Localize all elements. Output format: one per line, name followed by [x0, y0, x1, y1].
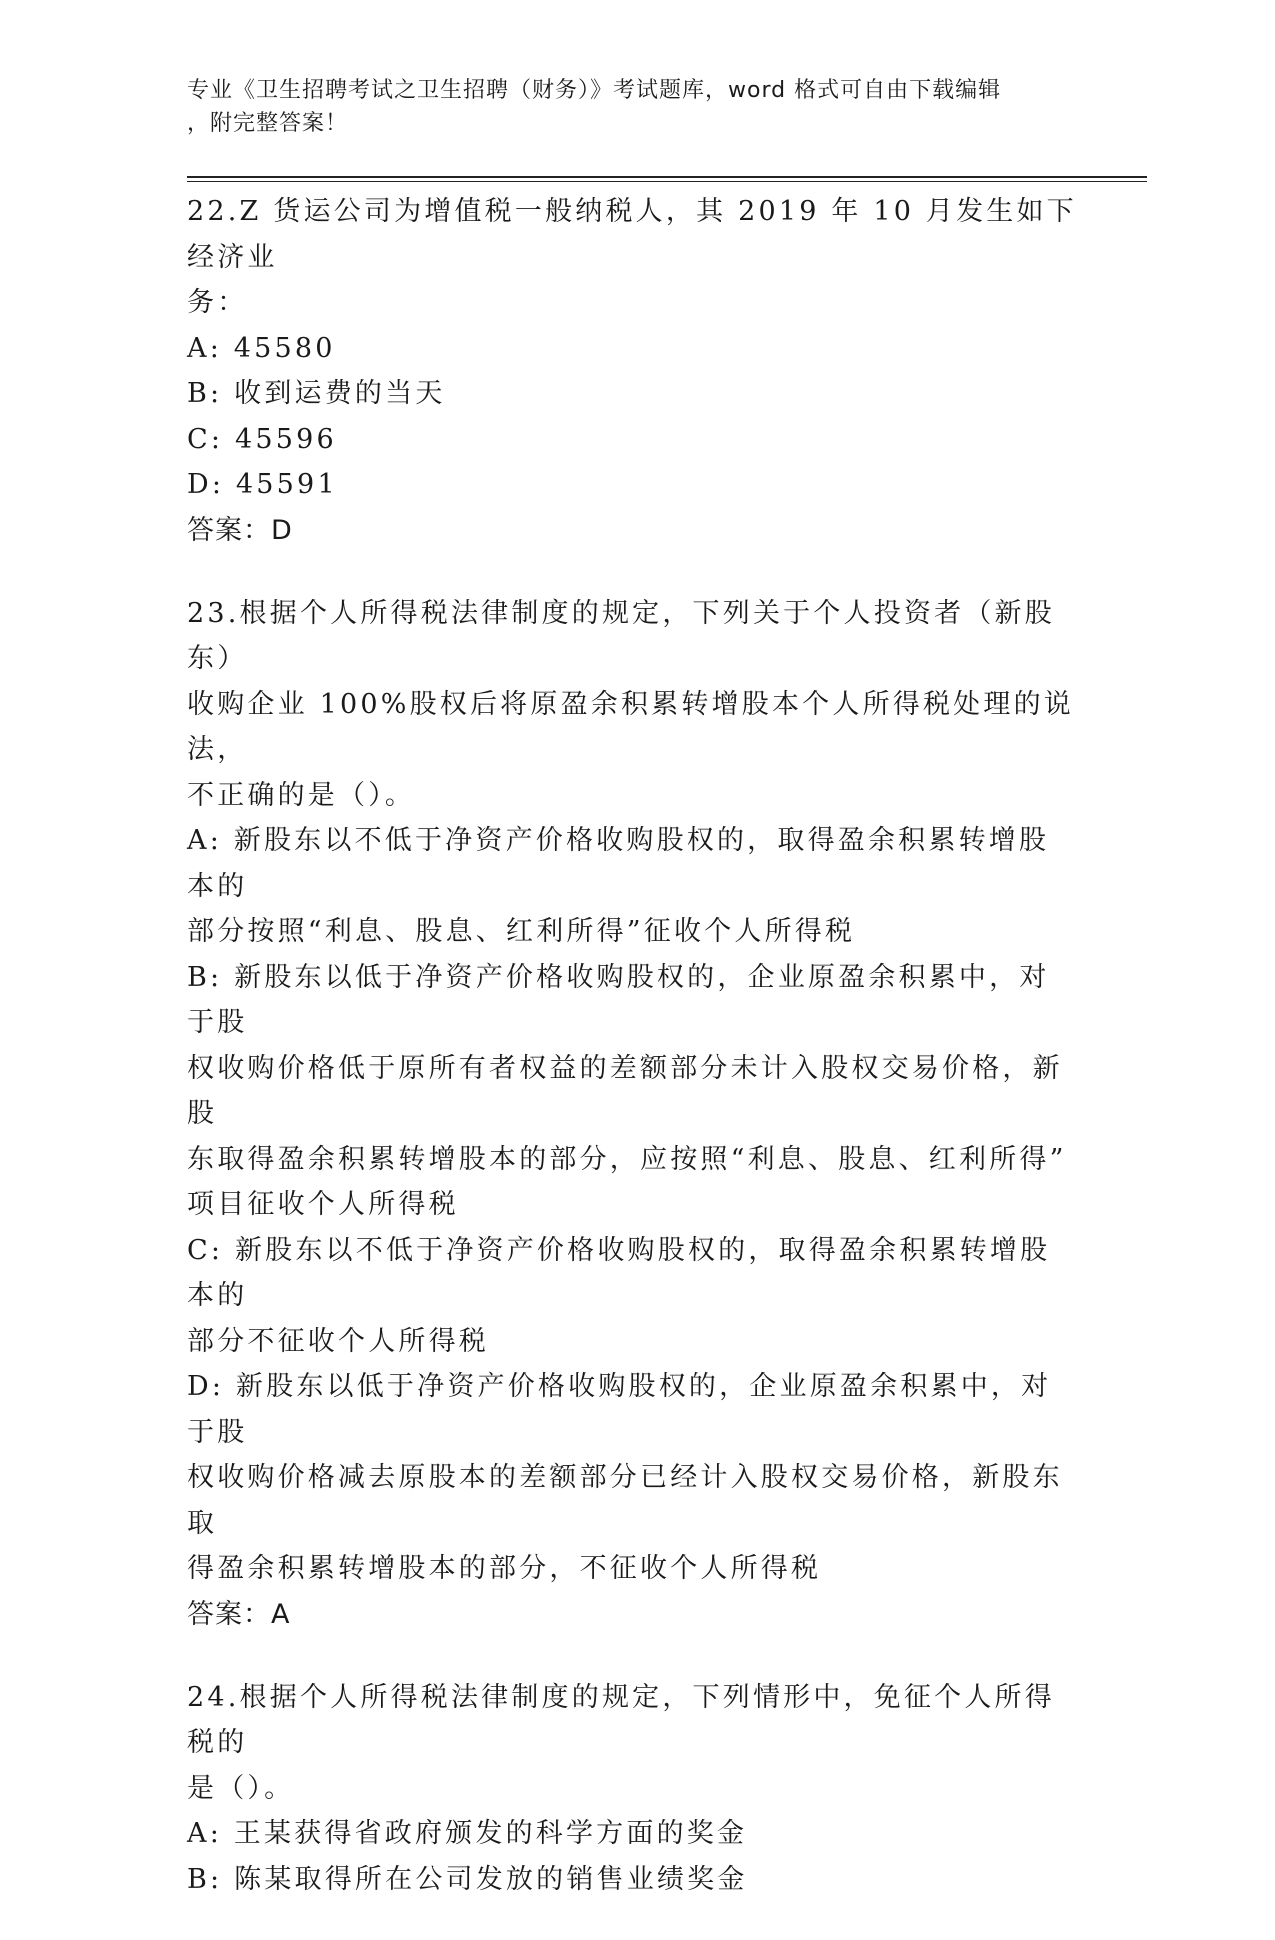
option-line: 项目征收个人所得税	[187, 1189, 459, 1220]
option-line: 东取得盈余积累转增股本的部分，应按照“利息、股息、红利所得”	[187, 1143, 1067, 1175]
header-divider	[187, 176, 1147, 178]
option-line: 权收购价格减去原股本的差额部分已经计入股权交易价格，新股东取	[187, 1462, 1063, 1539]
question-item	[187, 591, 1077, 1637]
option-line: B: 陈某取得所在公司发放的销售业绩奖金	[187, 1863, 748, 1895]
option-line: B: 收到运费的当天	[187, 378, 446, 409]
question-list	[187, 189, 1077, 1940]
option-line: B: 新股东以低于净资产价格收购股权的，企业原盈余积累中，对于股	[187, 961, 1050, 1038]
option-line: 部分按照“利息、股息、红利所得”征收个人所得税	[187, 916, 856, 947]
header-divider-thin	[187, 181, 1147, 182]
option-line: D: 45591	[187, 469, 338, 500]
question-stem-line: 是（）。	[187, 1772, 295, 1804]
option-line: D: 新股东以低于净资产价格收购股权的，企业原盈余积累中，对于股	[187, 1371, 1052, 1448]
option-line: C: 45596	[187, 423, 337, 455]
question-item	[187, 1675, 1077, 1903]
option-line: 权收购价格低于原所有者权益的差额部分未计入股权交易价格，新股	[187, 1052, 1063, 1129]
answer-line: 答案：A	[187, 1598, 291, 1630]
question-stem-line: 收购企业 100%股权后将原盈余积累转增股本个人所得税处理的说法，	[187, 688, 1074, 765]
header-line-2: ，附完整答案！	[187, 111, 349, 136]
question-stem-line: 务：	[187, 287, 248, 318]
option-line: A: 45580	[187, 332, 336, 364]
header-line-1: 专业《卫生招聘考试之卫生招聘（财务）》考试题库，word 格式可自由下载编辑	[187, 78, 1002, 103]
option-line: 得盈余积累转增股本的部分，不征收个人所得税	[187, 1553, 822, 1584]
document-header	[187, 74, 1067, 140]
option-line: 部分不征收个人所得税	[187, 1325, 489, 1357]
question-stem-line: 不正确的是（）。	[187, 779, 416, 811]
question-stem-line: 24.根据个人所得税法律制度的规定，下列情形中，免征个人所得税的	[187, 1681, 1055, 1758]
question-item	[187, 189, 1077, 553]
option-line: A: 新股东以不低于净资产价格收购股权的，取得盈余积累转增股本的	[187, 825, 1050, 902]
answer-line: 答案：D	[187, 514, 293, 546]
question-stem-line: 22.Z 货运公司为增值税一般纳税人，其 2019 年 10 月发生如下经济业	[187, 196, 1077, 273]
option-line: C: 新股东以不低于净资产价格收购股权的，取得盈余积累转增股本的	[187, 1234, 1051, 1311]
option-line: A: 王某获得省政府颁发的科学方面的奖金	[187, 1818, 748, 1849]
question-stem-line: 23.根据个人所得税法律制度的规定，下列关于个人投资者（新股东）	[187, 597, 1055, 674]
